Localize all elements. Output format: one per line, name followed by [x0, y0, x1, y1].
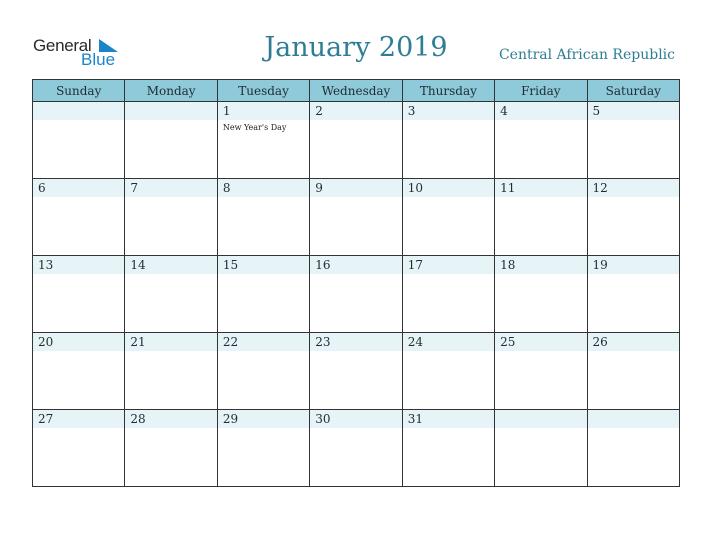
logo-word-blue: Blue — [81, 50, 116, 69]
week-row — [33, 102, 680, 179]
day-number: 28 — [130, 412, 146, 426]
day-number-band — [218, 179, 309, 197]
day-cell[interactable] — [33, 410, 125, 487]
day-number-band — [403, 102, 494, 120]
day-cell[interactable] — [310, 410, 402, 487]
day-number: 5 — [592, 104, 601, 118]
day-number-band — [33, 179, 124, 197]
day-number-band — [310, 102, 401, 120]
day-number: 22 — [222, 335, 239, 349]
day-number: 13 — [38, 258, 54, 272]
day-cell[interactable] — [402, 256, 494, 333]
day-number: 18 — [500, 258, 516, 272]
day-cell[interactable] — [402, 102, 494, 179]
day-number: 27 — [38, 412, 54, 426]
weekday-header: Saturday — [587, 80, 679, 102]
day-number: 31 — [407, 412, 423, 426]
day-cell[interactable] — [587, 410, 679, 487]
day-number: 6 — [38, 181, 46, 195]
day-cell[interactable] — [495, 102, 587, 179]
day-number-band — [588, 410, 679, 428]
country-name: Central African Republic — [498, 47, 675, 63]
day-number: 8 — [222, 181, 231, 195]
day-cell[interactable] — [587, 333, 679, 410]
day-number: 15 — [222, 258, 239, 272]
day-cell[interactable] — [33, 102, 125, 179]
day-cell[interactable] — [587, 179, 679, 256]
day-number-band — [218, 102, 309, 120]
weekday-header: Tuesday — [217, 80, 309, 102]
calendar-title: January 2019 — [264, 32, 448, 63]
day-cell[interactable] — [402, 333, 494, 410]
day-cell[interactable] — [125, 410, 217, 487]
day-number-band — [125, 102, 216, 120]
weekday-header: Friday — [495, 80, 587, 102]
day-number: 26 — [592, 335, 608, 349]
day-cell[interactable] — [310, 333, 402, 410]
day-cell[interactable] — [125, 102, 217, 179]
day-cell[interactable] — [587, 256, 679, 333]
day-number: 20 — [38, 335, 54, 349]
day-number: 29 — [222, 412, 239, 426]
day-cell[interactable] — [217, 256, 309, 333]
weekday-header: Thursday — [402, 80, 494, 102]
day-number-band — [588, 102, 679, 120]
day-cell[interactable] — [495, 410, 587, 487]
day-cell[interactable] — [125, 256, 217, 333]
day-cell[interactable] — [125, 179, 217, 256]
day-cell[interactable] — [217, 333, 309, 410]
week-row — [33, 410, 680, 487]
day-cell[interactable] — [33, 179, 125, 256]
weekday-header: Wednesday — [310, 80, 402, 102]
day-cell[interactable] — [402, 179, 494, 256]
day-number: 25 — [500, 335, 516, 349]
day-cell[interactable] — [217, 179, 309, 256]
day-number: 17 — [407, 258, 423, 272]
weekday-header-row — [33, 80, 680, 102]
day-number-band — [495, 102, 586, 120]
day-cell[interactable] — [310, 256, 402, 333]
day-cell[interactable] — [587, 102, 679, 179]
day-cell[interactable] — [310, 102, 402, 179]
day-cell[interactable] — [310, 179, 402, 256]
day-cell[interactable] — [125, 333, 217, 410]
holiday-label: New Year's Day — [222, 123, 287, 132]
day-number: 21 — [130, 335, 146, 349]
weekday-header: Sunday — [33, 80, 125, 102]
day-number-band — [310, 179, 401, 197]
day-number: 16 — [315, 258, 331, 272]
day-number: 4 — [500, 104, 508, 118]
day-cell[interactable] — [217, 410, 309, 487]
day-number: 3 — [407, 104, 416, 118]
day-cell[interactable] — [495, 256, 587, 333]
day-cell[interactable] — [495, 179, 587, 256]
calendar-grid — [32, 79, 680, 487]
week-row — [33, 256, 680, 333]
weekday-header: Monday — [125, 80, 217, 102]
day-cell[interactable] — [495, 333, 587, 410]
day-number: 23 — [315, 335, 331, 349]
week-row — [33, 333, 680, 410]
day-cell[interactable] — [33, 333, 125, 410]
day-number: 7 — [130, 181, 139, 195]
day-number: 19 — [592, 258, 608, 272]
day-cell[interactable] — [33, 256, 125, 333]
logo-word-general: General — [33, 36, 92, 55]
week-row — [33, 179, 680, 256]
day-cell[interactable] — [402, 410, 494, 487]
day-number: 24 — [407, 335, 423, 349]
day-cell[interactable] — [217, 102, 309, 179]
day-number: 2 — [315, 104, 323, 118]
day-number: 10 — [407, 181, 423, 195]
day-number-band — [125, 179, 216, 197]
day-number: 30 — [315, 412, 331, 426]
day-number: 11 — [500, 181, 516, 195]
day-number: 9 — [315, 181, 323, 195]
day-number: 1 — [222, 104, 231, 118]
day-number: 12 — [592, 181, 608, 195]
day-number: 14 — [130, 258, 146, 272]
day-number-band — [495, 410, 586, 428]
day-number-band — [33, 102, 124, 120]
